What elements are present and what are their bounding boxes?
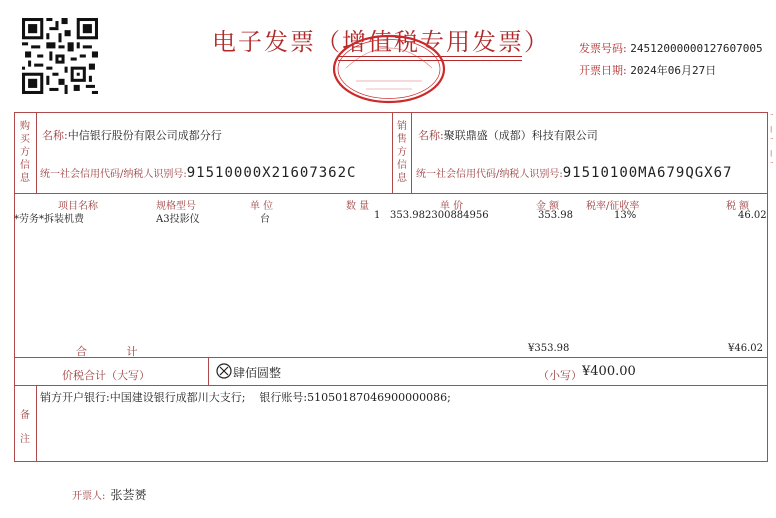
- item-tax: 46.02: [738, 210, 767, 221]
- divider-buyer-label: [36, 112, 37, 193]
- remarks-text: 销方开户银行:中国建设银行成都川大支行; 银行账号:51050187046900000086;: [40, 391, 451, 404]
- buyer-tax-row: [40, 162, 356, 181]
- drawer-label: 开票人:: [72, 491, 106, 502]
- divider-grand-total-label: [208, 357, 209, 385]
- item-amount: 353.98: [538, 210, 573, 221]
- issue-date-row: [579, 62, 716, 78]
- buyer-tax-label: 统一社会信用代码/纳税人识别号:: [40, 169, 187, 180]
- seller-tax-id: 91510100MA679QGX67: [562, 165, 733, 181]
- circled-x-icon: [216, 363, 232, 379]
- invoice-number-row: [579, 40, 763, 56]
- seller-name-row: [418, 124, 598, 143]
- buyer-name-label: 名称:: [42, 129, 68, 142]
- col-price: 单 价: [440, 201, 464, 212]
- col-rate: 税率/征收率: [586, 201, 640, 212]
- seller-name: 聚联鼎盛（成都）科技有限公司: [443, 129, 598, 142]
- buyer-name-row: [42, 124, 222, 143]
- buyer-name: 中信银行股份有限公司成都分行: [67, 129, 222, 142]
- divider-middle: [392, 112, 393, 193]
- invoice-number: 24512000000127607005: [630, 42, 763, 55]
- item-name: *劳务*拆装机费: [14, 214, 84, 225]
- total-label: 合 计: [76, 345, 156, 358]
- item-spec: A3投影仪: [156, 214, 200, 225]
- col-tax: 税 额: [726, 201, 750, 212]
- total-amount: ¥353.98: [528, 343, 570, 354]
- seller-tax-row: [416, 162, 732, 181]
- col-qty: 数 量: [346, 201, 370, 212]
- grand-total-small: ¥400.00: [582, 364, 636, 379]
- item-unit: 台: [260, 214, 270, 225]
- buyer-tax-id: 91510000X21607362C: [186, 165, 357, 181]
- issue-date-label: 开票日期:: [579, 64, 627, 77]
- invoice-number-label: 发票号码:: [579, 42, 627, 55]
- divider-parties: [14, 193, 768, 194]
- total-tax: ¥46.02: [728, 343, 763, 354]
- seller-name-label: 名称:: [418, 129, 444, 142]
- col-unit: 单 位: [250, 201, 274, 212]
- grand-total-words: 肆佰圆整: [233, 366, 282, 380]
- qr-code: [22, 18, 98, 94]
- buyer-side-label: 购买方信息: [20, 121, 30, 184]
- seller-tax-label: 统一社会信用代码/纳税人识别号:: [416, 169, 563, 180]
- grand-total-small-label: （小写）: [538, 369, 582, 382]
- divider-seller-label: [411, 112, 412, 193]
- invoice-title: 电子发票（增值税专用发票）: [212, 28, 550, 56]
- divider-grand-total: [14, 385, 768, 386]
- item-rate: 13%: [614, 210, 637, 221]
- item-price: 353.982300884956: [390, 210, 489, 221]
- item-qty: 1: [374, 210, 381, 221]
- seller-side-label: 销售方信息: [397, 121, 407, 184]
- tax-bureau-seal: [332, 34, 446, 104]
- col-item: 项目名称: [58, 201, 98, 212]
- col-amount: 金 额: [536, 201, 560, 212]
- drawer-name: 张荟赟: [110, 488, 147, 502]
- edge-marks: ¨ ∣ ¨ ∣ ¨: [770, 114, 774, 170]
- issue-date: 2024年06月27日: [630, 64, 717, 77]
- remarks-label: 备注: [20, 410, 30, 445]
- drawer-row: [72, 484, 146, 503]
- col-spec: 规格型号: [156, 201, 196, 212]
- divider-remarks-label: [36, 385, 37, 462]
- grand-total-label: 价税合计（大写）: [62, 369, 150, 382]
